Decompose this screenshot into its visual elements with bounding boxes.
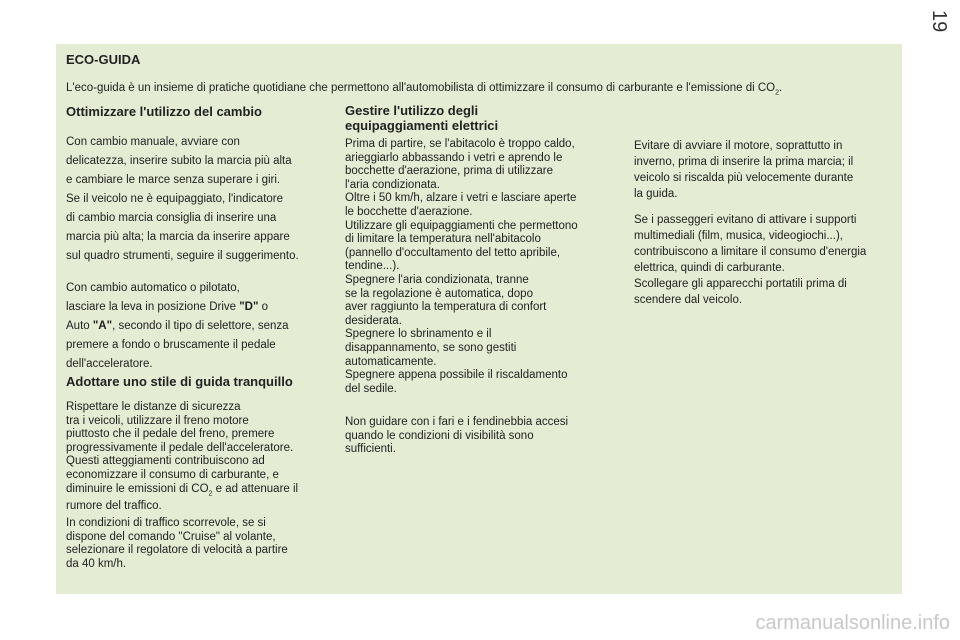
multimedia-paragraph: Se i passeggeri evitano di attivare i supporti multimediali (film, musica, videogiochi...), contribuiscono a limitare il consumo d'energia elettrica, quindi di carburante. Scollegare gli apparecchi portatili prima di scendere dal veicolo. (634, 214, 867, 306)
footer-watermark: carmanualsonline.info (755, 612, 950, 634)
heading-gearbox: Ottimizzare l'utilizzo del cambio (66, 104, 262, 119)
driving-style-paragraph: Rispettare le distanze di sicurezza tra i veicoli, utilizzare il freno motore piuttosto che il pedale del freno, premere progressivamente il pedale dell'acceleratore. Questi atteggiamenti contribuiscono ad economizzare il consumo di carburante, e diminuire le emissioni di $CO_2$ e ad attenuare il rumore del traffico. (66, 401, 299, 513)
heading-electrical: Gestire l'utilizzo degli equipaggiamenti elettrici (345, 103, 499, 133)
engine-start-paragraph: Evitare di avviare il motore, soprattutto in inverno, prima di inserire la prima marcia; il veicolo si riscalda più velocemente durante la guida. (634, 140, 854, 200)
lights-paragraph: Non guidare con i fari e i fendinebbia accesi quando le condizioni di visibilità sono sufficienti. (345, 416, 569, 456)
gearbox-manual-paragraph: Con cambio manuale, avviare con delicatezza, inserire subito la marcia più alta e cambiare le marce senza superare i giri. Se il veicolo ne è equipaggiato, l'indicatore di cambio marcia consiglia di inserire una marcia più alta; la marcia da inserire appare sul quadro strumenti, seguire il suggerimento. (66, 136, 299, 262)
section-title: ECO-GUIDA (66, 52, 141, 67)
gearbox-automatic-paragraph: Con cambio automatico o pilotato, lasciare la leva in posizione Drive "D" o Auto "A", secondo il tipo di selettore, senza premere a fondo o bruscamente il pedale dell'acceleratore. (66, 282, 289, 370)
cruise-paragraph: In condizioni di traffico scorrevole, se si dispone del comando "Cruise" al volante, selezionare il regolatore di velocità a partire da 40 km/h. (66, 517, 288, 570)
electrical-paragraph: Prima di partire, se l'abitacolo è troppo caldo, arieggiarlo abbassando i vetri e aprendo le bocchette d'aerazione, prima di utilizzare l'aria condizionata. Oltre i 50 km/h, alzare i vetri e lasciare aperte le bocchette d'aerazione. Utilizzare gli equipaggiamenti che permettono di limitare la temperatura nell'abitacolo (pannello d'occultamento del tetto apribile, tendine...). Spegnere l'aria condizionata, tranne se la regolazione è automatica, dopo aver raggiunto la temperatura di confort desiderata. Spegnere lo sbrinamento e il disappannamento, se sono gestiti automaticamente. Spegnere appena possibile il riscaldamento del sedile. (345, 138, 578, 395)
page-number: 19 (928, 10, 950, 33)
heading-driving-style: Adottare uno stile di guida tranquillo (66, 374, 293, 389)
intro-paragraph: L'eco-guida è un insieme di pratiche quotidiane che permettono all'automobilista di ottimizzare il consumo di carburante e l'emissione di $CO_2$. (66, 82, 783, 97)
